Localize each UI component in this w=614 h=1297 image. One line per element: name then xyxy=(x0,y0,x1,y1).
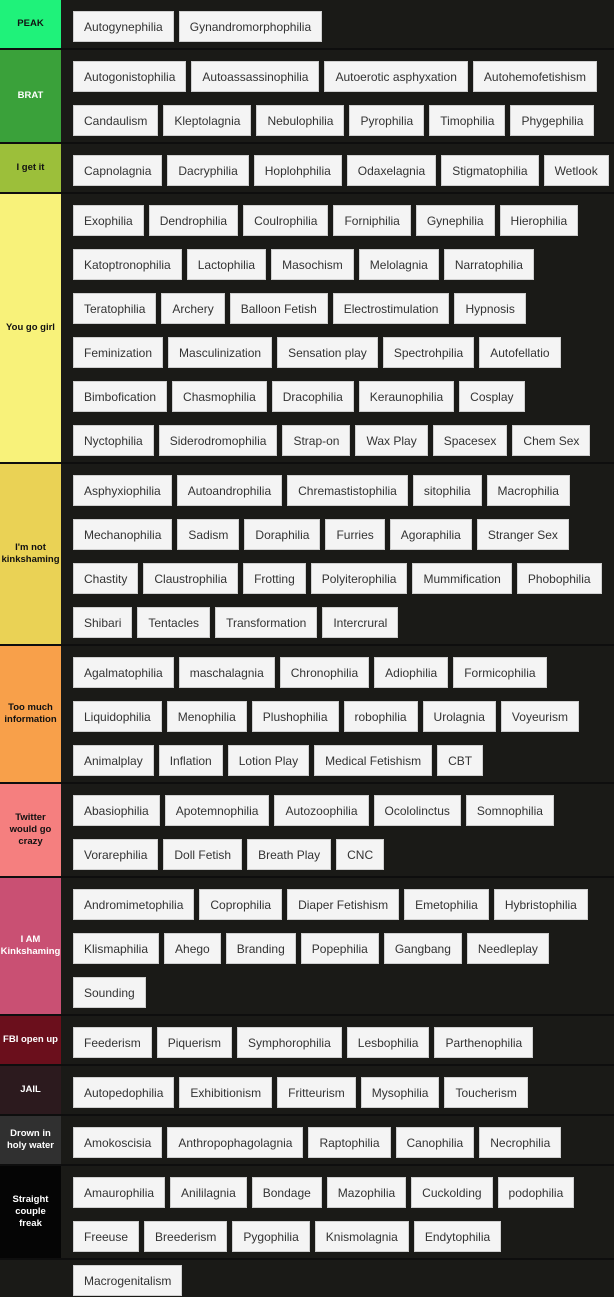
tier-label[interactable]: I AM Kinkshaming xyxy=(0,878,61,1014)
tier-item[interactable]: sitophilia xyxy=(413,475,482,506)
tier-item[interactable]: Voyeurism xyxy=(501,701,579,732)
tier-item[interactable]: Autoandrophilia xyxy=(177,475,282,506)
tier-item[interactable]: Symphorophilia xyxy=(237,1027,342,1058)
tier-item[interactable]: Siderodromophilia xyxy=(159,425,278,456)
tier-items-area[interactable] xyxy=(61,144,614,192)
tier-items-area[interactable] xyxy=(61,0,614,48)
tier-item[interactable]: Asphyxiophilia xyxy=(73,475,172,506)
tier-item[interactable]: Stranger Sex xyxy=(477,519,569,550)
tier-item[interactable]: Spectrohpilia xyxy=(383,337,474,368)
tier-item[interactable]: Chastity xyxy=(73,563,138,594)
tier-item[interactable]: Wax Play xyxy=(355,425,427,456)
tier-item[interactable]: Autohemofetishism xyxy=(473,61,597,92)
tier-item[interactable]: Phygephilia xyxy=(510,105,594,136)
tier-item[interactable]: Frotting xyxy=(243,563,306,594)
tier-row xyxy=(0,878,614,1016)
tier-item[interactable]: Freeuse xyxy=(73,1221,139,1252)
tier-item[interactable]: Breederism xyxy=(144,1221,227,1252)
tier-item[interactable]: Autogonistophilia xyxy=(73,61,186,92)
tier-item[interactable]: Necrophilia xyxy=(479,1127,561,1158)
tier-items-area[interactable] xyxy=(61,784,614,876)
tier-item[interactable]: Bimbofication xyxy=(73,381,167,412)
tier-item[interactable]: Chem Sex xyxy=(512,425,590,456)
tier-item[interactable]: CBT xyxy=(437,745,483,776)
tier-item[interactable]: Coprophilia xyxy=(199,889,282,920)
tier-item[interactable]: podophilia xyxy=(498,1177,575,1208)
tier-item[interactable]: Phobophilia xyxy=(517,563,602,594)
tier-item[interactable]: Lesbophilia xyxy=(347,1027,430,1058)
tier-item[interactable]: Sounding xyxy=(73,977,146,1008)
tier-item[interactable]: Katoptronophilia xyxy=(73,249,182,280)
tier-item[interactable]: Nebulophilia xyxy=(256,105,344,136)
tier-item[interactable]: Intercrural xyxy=(322,607,398,638)
tier-item[interactable]: Strap-on xyxy=(282,425,350,456)
tier-item[interactable]: Sensation play xyxy=(277,337,378,368)
tier-item[interactable]: Cosplay xyxy=(459,381,524,412)
tier-item[interactable]: Anililagnia xyxy=(170,1177,247,1208)
tier-row xyxy=(0,1116,614,1166)
tier-item[interactable]: Raptophilia xyxy=(308,1127,390,1158)
tier-row xyxy=(0,464,614,646)
tier-items-area[interactable] xyxy=(61,1016,614,1064)
tier-item[interactable]: Parthenophilia xyxy=(434,1027,533,1058)
tier-item[interactable]: Chremastistophilia xyxy=(287,475,408,506)
tier-item[interactable]: Masochism xyxy=(271,249,354,280)
tier-label[interactable]: PEAK xyxy=(0,0,61,48)
tier-item[interactable]: Feederism xyxy=(73,1027,152,1058)
tier-item[interactable]: Lotion Play xyxy=(228,745,309,776)
tier-items-area[interactable] xyxy=(61,1066,614,1114)
tier-item[interactable]: Cuckolding xyxy=(411,1177,492,1208)
tier-item[interactable]: Vorarephilia xyxy=(73,839,158,870)
tier-items-area[interactable] xyxy=(61,50,614,142)
tier-row xyxy=(0,646,614,784)
tier-item[interactable]: Klismaphilia xyxy=(73,933,159,964)
tier-item[interactable]: Claustrophilia xyxy=(143,563,238,594)
tier-item[interactable]: Sadism xyxy=(177,519,239,550)
tier-item[interactable]: Inflation xyxy=(159,745,223,776)
tier-row xyxy=(0,1166,614,1288)
tier-item[interactable]: Amokoscisia xyxy=(73,1127,162,1158)
tier-item[interactable]: Autoassassinophilia xyxy=(191,61,319,92)
tier-item[interactable]: Menophilia xyxy=(167,701,247,732)
tier-item[interactable]: Fritteurism xyxy=(277,1077,356,1108)
tier-label[interactable]: JAIL xyxy=(0,1066,61,1114)
tier-item[interactable]: Melolagnia xyxy=(359,249,439,280)
tier-items-area[interactable] xyxy=(61,1166,614,1288)
tier-item[interactable]: robophilia xyxy=(344,701,418,732)
tier-item[interactable]: Electrostimulation xyxy=(333,293,450,324)
tier-item[interactable]: Anthropophagolagnia xyxy=(167,1127,303,1158)
tier-item[interactable]: Adiophilia xyxy=(374,657,448,688)
tier-label[interactable]: BRAT xyxy=(0,50,61,142)
tier-item[interactable]: Diaper Fetishism xyxy=(287,889,399,920)
tier-item[interactable]: Agoraphilia xyxy=(390,519,472,550)
tier-items-area[interactable] xyxy=(61,1116,614,1164)
tier-item[interactable]: Forniphilia xyxy=(333,205,410,236)
tier-item[interactable]: Macrophilia xyxy=(487,475,570,506)
tier-item[interactable]: Chasmophilia xyxy=(172,381,267,412)
tier-item[interactable]: Mysophilia xyxy=(361,1077,440,1108)
tier-item[interactable]: Polyiterophilia xyxy=(311,563,408,594)
tier-row xyxy=(0,194,614,464)
tier-item[interactable]: Autopedophilia xyxy=(73,1077,174,1108)
tier-item[interactable]: Autofellatio xyxy=(479,337,560,368)
tier-item[interactable]: Plushophilia xyxy=(252,701,339,732)
tier-item[interactable]: Endytophilia xyxy=(414,1221,501,1252)
tier-item[interactable]: Capnolagnia xyxy=(73,155,162,186)
tier-label[interactable]: FBI open up xyxy=(0,1016,61,1064)
tier-item[interactable]: Feminization xyxy=(73,337,163,368)
tier-item[interactable]: Gynephilia xyxy=(416,205,495,236)
tier-item[interactable]: Urolagnia xyxy=(423,701,496,732)
tier-row xyxy=(0,144,614,194)
tier-item[interactable]: Hierophilia xyxy=(500,205,579,236)
tier-item[interactable]: Nyctophilia xyxy=(73,425,154,456)
tier-item[interactable]: Animalplay xyxy=(73,745,154,776)
tier-item[interactable]: Timophilia xyxy=(429,105,505,136)
tier-item[interactable]: Hybristophilia xyxy=(494,889,588,920)
tier-item[interactable]: Kleptolagnia xyxy=(163,105,251,136)
tier-item[interactable]: Exophilia xyxy=(73,205,144,236)
tier-item[interactable]: Shibari xyxy=(73,607,132,638)
tier-item[interactable]: Stigmatophilia xyxy=(441,155,538,186)
tier-item[interactable]: Dacryphilia xyxy=(167,155,248,186)
tier-items-area[interactable] xyxy=(61,194,614,462)
tier-item[interactable]: Canophilia xyxy=(396,1127,475,1158)
tier-item[interactable]: Toucherism xyxy=(444,1077,527,1108)
tier-item[interactable]: Abasiophilia xyxy=(73,795,160,826)
tier-item[interactable]: Furries xyxy=(325,519,384,550)
tier-item[interactable]: Exhibitionism xyxy=(179,1077,272,1108)
tier-item[interactable]: Coulrophilia xyxy=(243,205,328,236)
tier-item[interactable]: Chronophilia xyxy=(280,657,369,688)
tier-item[interactable]: Hypnosis xyxy=(454,293,525,324)
tier-items-area[interactable] xyxy=(61,464,614,644)
tier-item[interactable]: Autozoophilia xyxy=(274,795,368,826)
tier-item[interactable]: maschalagnia xyxy=(179,657,275,688)
tier-item[interactable]: Teratophilia xyxy=(73,293,156,324)
tier-item[interactable]: Archery xyxy=(161,293,224,324)
tier-item[interactable]: Mechanophilia xyxy=(73,519,172,550)
tier-label[interactable]: Drown in holy water xyxy=(0,1116,61,1164)
tier-item[interactable]: Emetophilia xyxy=(404,889,489,920)
tier-item[interactable]: Wetlook xyxy=(544,155,609,186)
tier-row xyxy=(0,1066,614,1116)
tier-item[interactable]: Medical Fetishism xyxy=(314,745,432,776)
tier-row xyxy=(0,784,614,878)
tier-label[interactable]: Twitter would go crazy xyxy=(0,784,61,876)
tier-item[interactable]: Mazophilia xyxy=(327,1177,406,1208)
tier-item[interactable]: Balloon Fetish xyxy=(230,293,328,324)
tier-label[interactable]: Straight couple freak xyxy=(0,1166,61,1258)
tier-item[interactable]: Apotemnophilia xyxy=(165,795,270,826)
tier-row xyxy=(0,50,614,144)
tier-label[interactable]: Too much information xyxy=(0,646,61,782)
tier-row xyxy=(0,1016,614,1066)
tier-item[interactable]: Autoerotic asphyxation xyxy=(324,61,467,92)
tier-item[interactable]: Gangbang xyxy=(384,933,462,964)
tier-item[interactable]: Macrogenitalism xyxy=(73,1265,182,1296)
tier-item[interactable]: Ocololinctus xyxy=(374,795,461,826)
tier-label[interactable]: I get it xyxy=(0,144,61,192)
tier-item[interactable]: Pyrophilia xyxy=(349,105,424,136)
tier-item[interactable]: Dendrophilia xyxy=(149,205,238,236)
tier-item[interactable]: Somnophilia xyxy=(466,795,554,826)
tier-item[interactable]: Keraunophilia xyxy=(359,381,454,412)
tier-item[interactable]: Breath Play xyxy=(247,839,331,870)
tier-item[interactable]: Liquidophilia xyxy=(73,701,162,732)
tier-item[interactable]: Narratophilia xyxy=(444,249,534,280)
tier-item[interactable]: Mummification xyxy=(412,563,511,594)
tier-row xyxy=(0,0,614,50)
tier-items-area[interactable] xyxy=(61,878,614,1014)
tier-label[interactable]: I'm not kinkshaming xyxy=(0,464,61,644)
tier-item[interactable]: Tentacles xyxy=(137,607,210,638)
tier-item[interactable]: Knismolagnia xyxy=(315,1221,409,1252)
tier-item[interactable]: Candaulism xyxy=(73,105,158,136)
tier-item[interactable]: Agalmatophilia xyxy=(73,657,174,688)
tier-item[interactable]: Hoplohphilia xyxy=(254,155,342,186)
tier-item[interactable]: Odaxelagnia xyxy=(347,155,436,186)
tier-item[interactable]: Ahego xyxy=(164,933,221,964)
tier-item[interactable]: Transformation xyxy=(215,607,317,638)
tier-item[interactable]: Andromimetophilia xyxy=(73,889,194,920)
tier-item[interactable]: Bondage xyxy=(252,1177,322,1208)
tier-item[interactable]: Needleplay xyxy=(467,933,549,964)
tier-item[interactable]: Amaurophilia xyxy=(73,1177,165,1208)
tier-item[interactable]: Autogynephilia xyxy=(73,11,174,42)
tier-item[interactable]: Spacesex xyxy=(433,425,508,456)
tier-item[interactable]: Doraphilia xyxy=(244,519,320,550)
tier-item[interactable]: CNC xyxy=(336,839,384,870)
tier-item[interactable]: Masculinization xyxy=(168,337,272,368)
tier-item[interactable]: Popephilia xyxy=(301,933,379,964)
tier-item[interactable]: Pygophilia xyxy=(232,1221,309,1252)
tier-item[interactable]: Dracophilia xyxy=(272,381,354,412)
tier-item[interactable]: Lactophilia xyxy=(187,249,266,280)
tier-item[interactable]: Piquerism xyxy=(157,1027,232,1058)
tier-item[interactable]: Branding xyxy=(226,933,296,964)
tier-item[interactable]: Formicophilia xyxy=(453,657,546,688)
tier-label[interactable]: You go girl xyxy=(0,194,61,462)
tier-item[interactable]: Doll Fetish xyxy=(163,839,242,870)
tier-item[interactable]: Gynandromorphophilia xyxy=(179,11,322,42)
tier-items-area[interactable] xyxy=(61,646,614,782)
